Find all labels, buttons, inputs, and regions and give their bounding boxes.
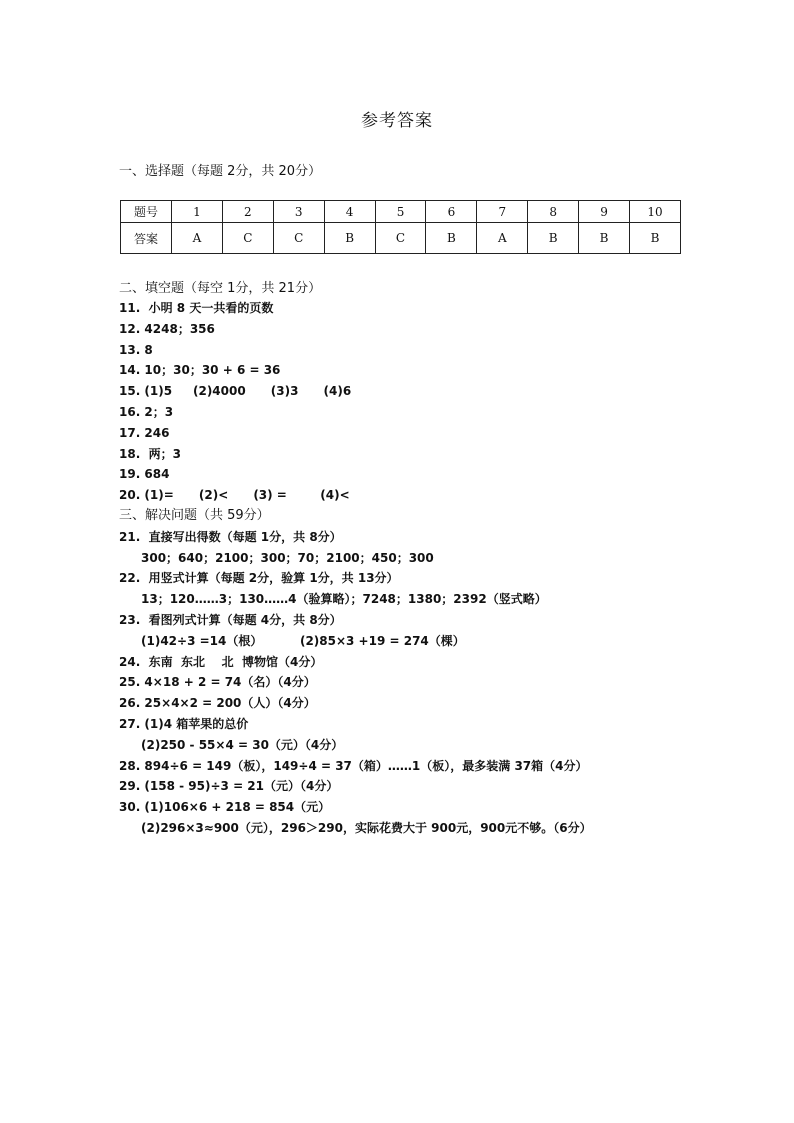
answer-line-22-detail: 13；120……3；130……4（验算略）；7248；1380；2392（竖式略） xyxy=(141,592,547,607)
table-cell-number: 9 xyxy=(579,201,630,223)
page-title: 参考答案 xyxy=(361,111,433,131)
answer-line-30: 30. (1)106×6 + 218 = 854（元） xyxy=(119,800,331,815)
answer-line-25: 25. 4×18 + 2 = 74（名）（4分） xyxy=(119,675,316,690)
table-cell-number: 7 xyxy=(477,201,528,223)
table-cell-answer: B xyxy=(630,223,681,254)
table-cell-number: 2 xyxy=(222,201,273,223)
answer-line-20: 20. (1)= (2)< (3) = (4)< xyxy=(119,488,350,503)
answer-line-30-detail: (2)296×3≈900（元），296＞290，实际花费大于 900元，900元不够。（6分） xyxy=(141,820,592,835)
section-heading-choice: 一、选择题（每题 2分，共 20分） xyxy=(119,164,322,179)
table-cell-answer: A xyxy=(172,223,223,254)
answer-line-13: 13. 8 xyxy=(119,342,153,357)
table-row-answers xyxy=(121,223,681,254)
answer-line-14: 14. 10；30；30 + 6 = 36 xyxy=(119,363,281,378)
answer-line-17: 17. 246 xyxy=(119,425,170,440)
section-heading-fill: 二、填空题（每空 1分，共 21分） xyxy=(119,281,322,296)
answer-line-24: 24. 东南 东北 北 博物馆（4分） xyxy=(119,654,323,669)
answer-line-19: 19. 684 xyxy=(119,467,170,482)
answer-line-12: 12. 4248；356 xyxy=(119,321,215,336)
table-cell-answer: C xyxy=(222,223,273,254)
table-cell-number: 3 xyxy=(273,201,324,223)
answer-line-26: 26. 25×4×2 = 200（人）（4分） xyxy=(119,696,316,711)
table-cell-number: 8 xyxy=(528,201,579,223)
answer-line-22: 22. 用竖式计算（每题 2分，验算 1分，共 13分） xyxy=(119,571,399,586)
answer-line-21: 21. 直接写出得数（每题 1分，共 8分） xyxy=(119,529,342,544)
table-cell-answer: B xyxy=(324,223,375,254)
answer-table xyxy=(120,200,681,254)
table-row-numbers xyxy=(121,201,681,223)
table-cell-answer: C xyxy=(375,223,426,254)
answer-line-23: 23. 看图列式计算（每题 4分，共 8分） xyxy=(119,612,342,627)
table-cell-number: 5 xyxy=(375,201,426,223)
answer-line-23-detail: (1)42÷3 =14（根） (2)85×3 +19 = 274（棵） xyxy=(141,633,465,648)
table-answer-label: 答案 xyxy=(121,223,172,254)
table-cell-answer: A xyxy=(477,223,528,254)
answer-line-29: 29. (158 - 95)÷3 = 21（元）（4分） xyxy=(119,779,339,794)
table-cell-number: 1 xyxy=(172,201,223,223)
table-cell-answer: B xyxy=(426,223,477,254)
answer-line-27-detail: (2)250 - 55×4 = 30（元）（4分） xyxy=(141,737,344,752)
table-cell-number: 4 xyxy=(324,201,375,223)
answer-line-28: 28. 894÷6 = 149（板），149÷4 = 37（箱）……1（板），最多装满 37箱（4分） xyxy=(119,758,588,773)
answer-lines xyxy=(119,298,592,839)
table-cell-number: 10 xyxy=(630,201,681,223)
answer-line-27: 27. (1)4 箱苹果的总价 xyxy=(119,716,249,731)
answer-line-18: 18. 两；3 xyxy=(119,446,181,461)
answer-line-21-detail: 300；640；2100；300；70；2100；450；300 xyxy=(141,550,434,565)
table-cell-answer: B xyxy=(528,223,579,254)
table-header-label: 题号 xyxy=(121,201,172,223)
table-cell-answer: C xyxy=(273,223,324,254)
answer-line-11: 11. 小明 8 天一共看的页数 xyxy=(119,301,274,315)
answer-line-15: 15. (1)5 (2)4000 (3)3 (4)6 xyxy=(119,384,352,399)
table-cell-number: 6 xyxy=(426,201,477,223)
table-cell-answer: B xyxy=(579,223,630,254)
answer-line-16: 16. 2；3 xyxy=(119,404,174,419)
section-heading-solve: 三、解决问题（共 59分） xyxy=(119,507,270,523)
